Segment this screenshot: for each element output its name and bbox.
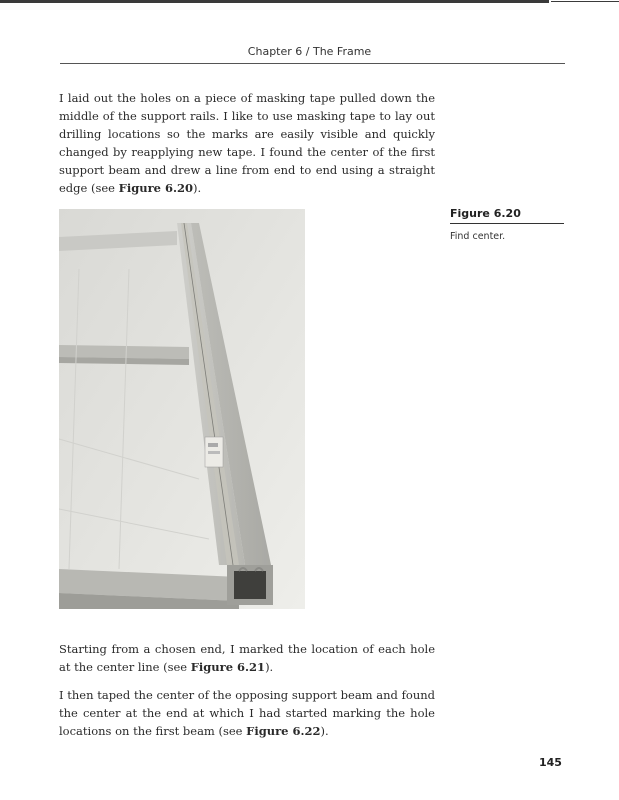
- paragraph-text-end: ).: [265, 660, 274, 674]
- header-divider: [60, 63, 565, 64]
- figure-photo: [59, 209, 305, 609]
- body-paragraph-3: [59, 686, 435, 740]
- top-border-rule: [0, 0, 549, 3]
- top-border-rule-thin: [551, 1, 619, 2]
- running-head: Chapter 6 / The Frame: [247, 45, 372, 58]
- figure-label: Figure 6.20: [450, 207, 564, 224]
- figure-reference: Figure 6.22: [246, 724, 321, 738]
- beam-photo-illustration: [59, 209, 305, 609]
- paragraph-text: I laid out the holes on a piece of masking tape pulled down the middle of the support rails. I like to use masking tape to lay out drilling locations so the marks are easily visible and quickly changed by reapplying new tape. I found the center of the first support beam and drew a line from end to end using a straight edge (see: [59, 91, 435, 195]
- paragraph-text: I then taped the center of the opposing support beam and found the center at the end at which I had started marking the hole locations on the first beam (see: [59, 688, 435, 738]
- body-paragraph-1: [59, 89, 435, 197]
- figure-caption: Find center.: [450, 231, 506, 242]
- paragraph-text-end: ).: [320, 724, 329, 738]
- figure-reference: Figure 6.21: [190, 660, 266, 674]
- figure-reference: Figure 6.20: [118, 181, 193, 195]
- paragraph-text: Starting from a chosen end, I marked the location of each hole at the center line (see: [59, 642, 435, 674]
- paragraph-text-end: ).: [192, 181, 202, 195]
- body-paragraph-2: [59, 640, 435, 676]
- page-number: 145: [539, 756, 562, 769]
